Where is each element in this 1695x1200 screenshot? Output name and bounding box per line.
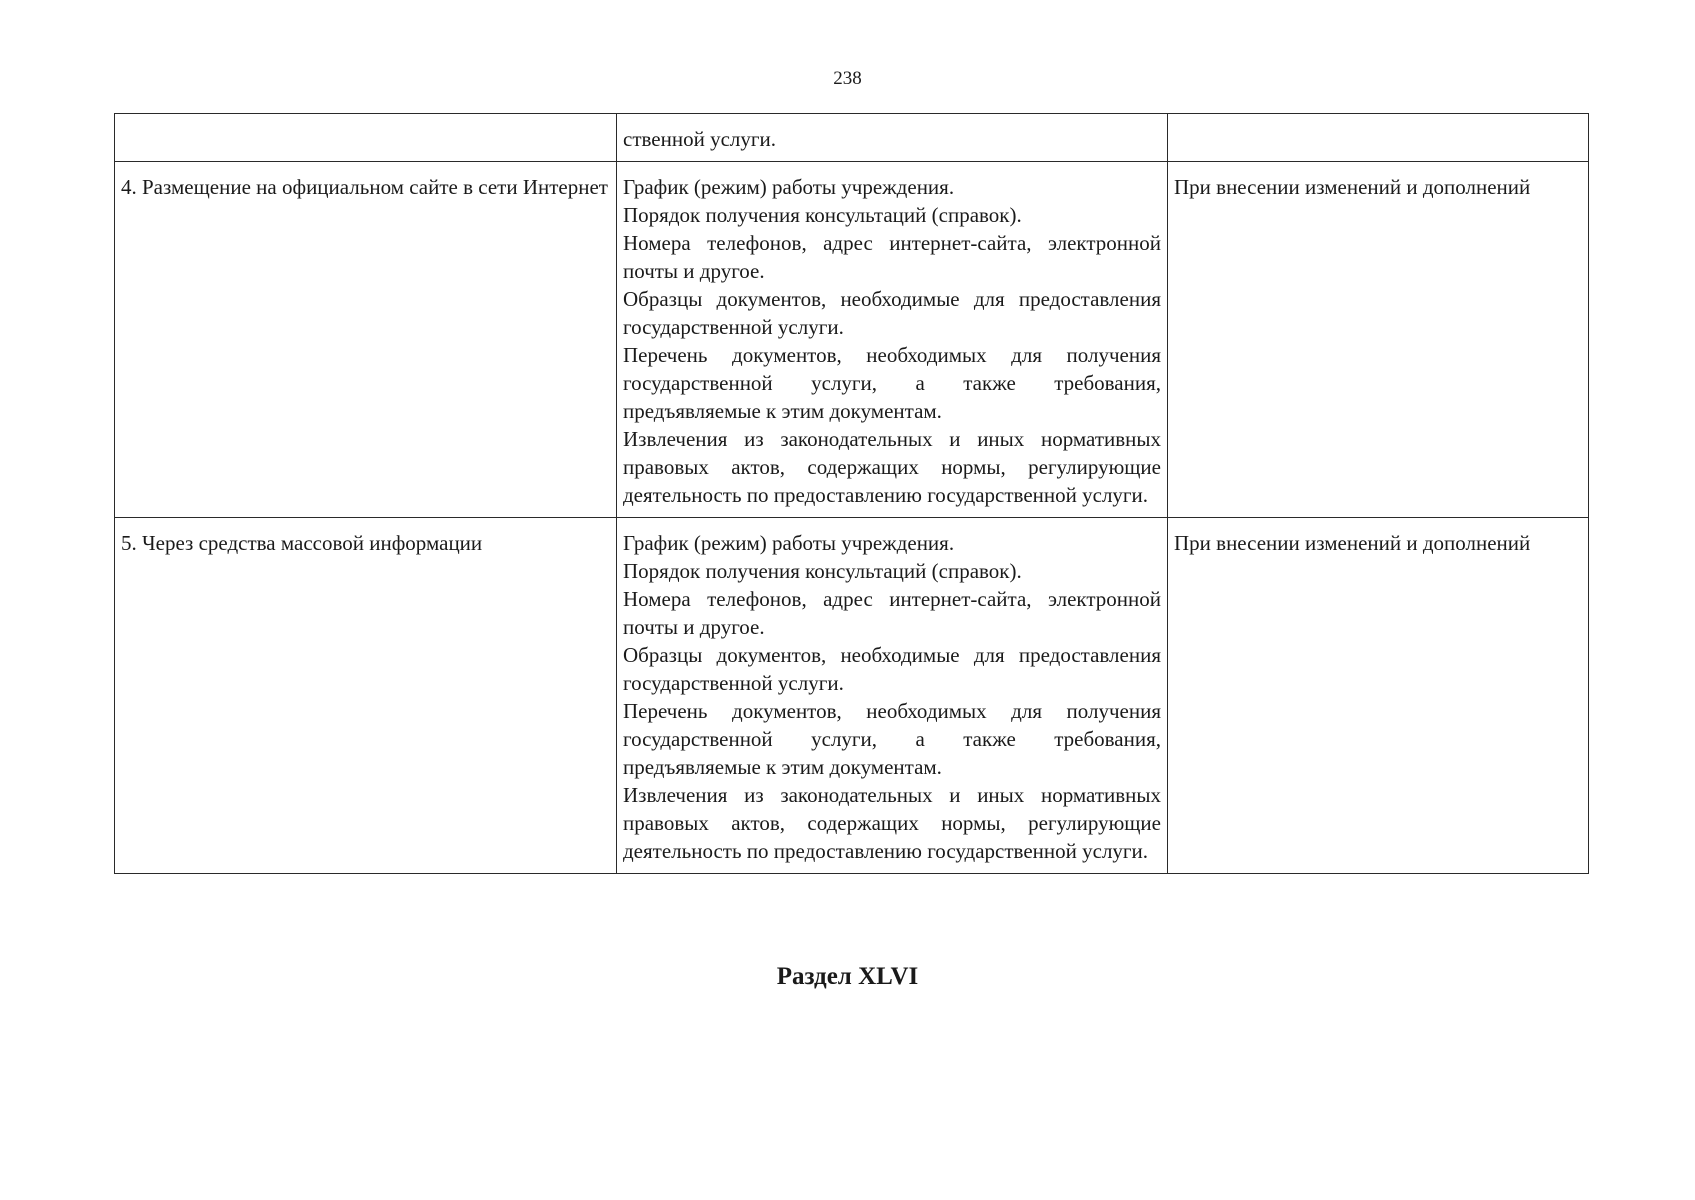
content-item: Образцы документов, необходимые для предоставления государственной услуги.	[623, 287, 1161, 339]
period-cell	[1168, 114, 1589, 162]
table-row	[115, 114, 1589, 162]
period-cell: При внесении изменений и дополнений	[1168, 518, 1589, 874]
method-cell: 5. Через средства массовой информации	[115, 518, 617, 874]
content-item: Перечень документов, необходимых для получения государственной услуги, а также требования, предъявляемые к этим документам.	[623, 699, 1161, 779]
content-item: Извлечения из законодательных и иных нормативных правовых актов, содержащих нормы, регулирующие деятельность по предоставлению государственной услуги.	[623, 783, 1161, 863]
content-cell	[617, 518, 1168, 874]
content-item: Образцы документов, необходимые для предоставления государственной услуги.	[623, 643, 1161, 695]
content-item: Номера телефонов, адрес интернет-сайта, электронной почты и другое.	[623, 587, 1161, 639]
content-item: Порядок получения консультаций (справок).	[623, 559, 1022, 583]
table-row	[115, 518, 1589, 874]
content-item: Извлечения из законодательных и иных нормативных правовых актов, содержащих нормы, регулирующие деятельность по предоставлению государственной услуги.	[623, 427, 1161, 507]
content-item: График (режим) работы учреждения.	[623, 531, 955, 555]
content-item: Номера телефонов, адрес интернет-сайта, электронной почты и другое.	[623, 231, 1161, 283]
table-row	[115, 162, 1589, 518]
period-cell: При внесении изменений и дополнений	[1168, 162, 1589, 518]
section-heading: Раздел XLVI	[776, 963, 919, 990]
content-cell	[617, 114, 1168, 162]
method-cell	[115, 114, 617, 162]
content-cell	[617, 162, 1168, 518]
content-item: ственной услуги.	[623, 127, 776, 151]
content-item: График (режим) работы учреждения.	[623, 175, 955, 199]
info-table	[114, 113, 1589, 874]
page-number: 238	[833, 68, 862, 89]
content-item: Перечень документов, необходимых для получения государственной услуги, а также требования, предъявляемые к этим документам.	[623, 343, 1161, 423]
content-item: Порядок получения консультаций (справок).	[623, 203, 1022, 227]
method-cell: 4. Размещение на официальном сайте в сети Интернет	[115, 162, 617, 518]
